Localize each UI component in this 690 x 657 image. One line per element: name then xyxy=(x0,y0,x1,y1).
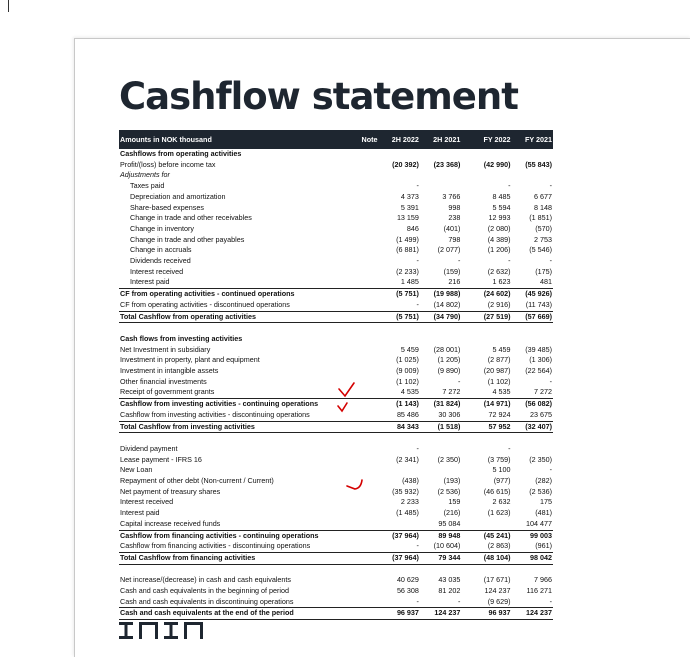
value-fy-2021: (5 546) xyxy=(529,245,552,255)
value-2h-2021 xyxy=(420,149,461,160)
table-row xyxy=(119,444,553,455)
table-row xyxy=(119,213,553,224)
value-2h-2021 xyxy=(420,181,461,192)
value-2h-2021 xyxy=(420,564,461,575)
table-row xyxy=(119,160,553,171)
value-2h-2022: 846 xyxy=(406,223,419,233)
table-row xyxy=(119,508,553,519)
header-2h-2022: 2H 2022 xyxy=(379,130,420,149)
value-2h-2021 xyxy=(420,433,461,444)
table-row xyxy=(119,245,553,256)
value-fy-2021: (1 306) xyxy=(529,355,552,365)
row-label: Profit/(loss) before income tax xyxy=(120,159,216,169)
value-fy-2021: 175 xyxy=(540,497,552,507)
value-fy-2021 xyxy=(511,323,553,334)
value-fy-2022: (24 602) xyxy=(470,289,511,300)
value-fy-2022: (3 759) xyxy=(487,454,511,464)
value-2h-2022: - xyxy=(416,181,419,191)
value-2h-2021 xyxy=(420,334,461,345)
value-fy-2021: (175) xyxy=(535,266,552,276)
row-label: Cash flows from investing activities xyxy=(120,333,243,343)
value-fy-2021: (282) xyxy=(535,476,552,486)
table-row xyxy=(119,366,553,377)
value-2h-2022 xyxy=(379,323,420,334)
row-label: Cashflow from financing activities - discontinuing operations xyxy=(120,541,311,551)
value-fy-2022: (14 971) xyxy=(470,399,511,410)
value-fy-2021: 6 677 xyxy=(534,191,552,201)
row-label: Total Cashflow from operating activities xyxy=(119,311,357,323)
value-fy-2022 xyxy=(470,323,511,334)
table-row xyxy=(119,586,553,597)
value-2h-2021: 95 084 xyxy=(438,518,461,528)
row-label: Capital increase received funds xyxy=(120,518,221,528)
value-2h-2022: (37 964) xyxy=(379,552,420,564)
value-fy-2022: 1 623 xyxy=(492,277,511,287)
value-2h-2021: (28 001) xyxy=(433,344,461,354)
table-row xyxy=(119,377,553,388)
value-2h-2021: (19 988) xyxy=(420,289,461,300)
value-fy-2021: (22 564) xyxy=(525,366,552,376)
row-label: Interest received xyxy=(130,266,184,276)
value-fy-2021: (57 669) xyxy=(511,311,553,323)
value-fy-2021: (39 485) xyxy=(525,344,552,354)
inin-logo xyxy=(119,621,215,641)
table-row xyxy=(119,256,553,267)
value-fy-2022: (2 080) xyxy=(487,223,511,233)
table-row xyxy=(119,552,553,564)
table-row xyxy=(119,181,553,192)
row-label xyxy=(119,564,357,575)
value-fy-2021: 116 271 xyxy=(526,586,552,596)
value-fy-2021: (2 536) xyxy=(529,486,552,496)
value-fy-2021: - xyxy=(549,256,552,266)
value-2h-2022: - xyxy=(416,299,419,309)
table-row xyxy=(119,421,553,433)
value-2h-2022 xyxy=(379,564,420,575)
value-fy-2021: 124 237 xyxy=(511,608,553,620)
row-label: Adjustments for xyxy=(120,170,170,180)
value-fy-2021 xyxy=(511,444,553,455)
table-row xyxy=(119,224,553,235)
value-2h-2021: 79 344 xyxy=(420,552,461,564)
row-label: Dividends received xyxy=(130,256,191,266)
value-2h-2022: (1 143) xyxy=(379,399,420,410)
value-2h-2022: 2 233 xyxy=(400,497,419,507)
value-fy-2022: 124 237 xyxy=(484,586,511,596)
value-fy-2022: 72 924 xyxy=(488,409,511,419)
header-fy-2022: FY 2022 xyxy=(470,130,511,149)
edge-line xyxy=(8,0,9,12)
value-2h-2022: (438) xyxy=(402,476,419,486)
value-2h-2022: 5 391 xyxy=(400,202,419,212)
value-fy-2022: (1 623) xyxy=(487,508,511,518)
row-label: Investment in intangible assets xyxy=(120,366,219,376)
value-2h-2021: (1 518) xyxy=(420,421,461,433)
row-label: Cashflow from financing activities - continuing operations xyxy=(119,530,357,541)
document-page xyxy=(74,38,690,657)
value-fy-2022: (977) xyxy=(493,476,511,486)
value-fy-2021: (32 407) xyxy=(511,421,553,433)
value-2h-2022: (1 102) xyxy=(396,376,419,386)
row-label: Dividend payment xyxy=(120,443,178,453)
value-fy-2021: (570) xyxy=(535,223,552,233)
value-fy-2022: (45 241) xyxy=(470,530,511,541)
value-2h-2021: 89 948 xyxy=(420,530,461,541)
value-2h-2021: 43 035 xyxy=(438,575,461,585)
value-fy-2021: 2 753 xyxy=(534,234,552,244)
value-2h-2021: (2 077) xyxy=(437,245,461,255)
value-fy-2022: - xyxy=(508,443,511,453)
row-label: Change in trade and other payables xyxy=(130,234,245,244)
value-fy-2021: 481 xyxy=(540,277,552,287)
value-2h-2021: (9 890) xyxy=(437,366,461,376)
value-2h-2021: (1 205) xyxy=(437,355,461,365)
value-fy-2022: 96 937 xyxy=(470,608,511,620)
value-2h-2021: - xyxy=(457,256,461,266)
cashflow-table xyxy=(119,130,553,620)
value-fy-2021: 23 675 xyxy=(530,409,552,419)
value-2h-2022 xyxy=(379,334,420,345)
table-header-row xyxy=(119,130,553,149)
value-fy-2022: (27 519) xyxy=(470,311,511,323)
table-row xyxy=(119,410,553,421)
table-row xyxy=(119,455,553,466)
table-row xyxy=(119,530,553,541)
value-2h-2021: 30 306 xyxy=(438,409,461,419)
value-2h-2021: (23 368) xyxy=(433,159,461,169)
value-2h-2021: - xyxy=(457,596,461,606)
value-fy-2021 xyxy=(511,334,553,345)
value-2h-2022: (1 485) xyxy=(396,508,419,518)
value-fy-2021: 98 042 xyxy=(511,552,553,564)
value-fy-2022: (2 863) xyxy=(487,541,511,551)
table-row xyxy=(119,519,553,530)
header-fy-2021: FY 2021 xyxy=(511,130,553,149)
value-fy-2022: 2 632 xyxy=(492,497,511,507)
row-label: Interest paid xyxy=(130,277,170,287)
value-2h-2022: (5 751) xyxy=(379,311,420,323)
row-label: Taxes paid xyxy=(130,181,165,191)
row-label: Change in accruals xyxy=(130,245,192,255)
value-fy-2021: (56 082) xyxy=(511,399,553,410)
value-2h-2021: (31 824) xyxy=(420,399,461,410)
value-2h-2022: (6 881) xyxy=(396,245,419,255)
row-label: Interest paid xyxy=(120,508,160,518)
value-2h-2021: (159) xyxy=(443,266,461,276)
value-fy-2022: (42 990) xyxy=(483,159,511,169)
row-label: Net Investment in subsidiary xyxy=(120,344,211,354)
row-label: New Loan xyxy=(120,465,153,475)
value-2h-2021 xyxy=(420,465,461,476)
row-label: Lease payment - IFRS 16 xyxy=(120,454,202,464)
table-row xyxy=(119,487,553,498)
value-2h-2022: 56 308 xyxy=(396,586,419,596)
value-fy-2022 xyxy=(470,564,511,575)
value-fy-2022: (2 877) xyxy=(487,355,511,365)
value-2h-2021 xyxy=(420,444,461,455)
row-label: Total Cashflow from financing activities xyxy=(119,552,357,564)
spacer-row xyxy=(119,564,553,575)
value-fy-2021 xyxy=(511,170,553,181)
table-row xyxy=(119,311,553,323)
value-fy-2021: - xyxy=(549,465,552,475)
value-2h-2022: (37 964) xyxy=(379,530,420,541)
value-fy-2021: 7 272 xyxy=(534,387,552,397)
value-fy-2021: 104 477 xyxy=(526,518,552,528)
value-2h-2022: 13 159 xyxy=(396,213,419,223)
value-2h-2021: 798 xyxy=(448,234,461,244)
table-row xyxy=(119,541,553,552)
table-row xyxy=(119,267,553,278)
value-2h-2022: (2 341) xyxy=(396,454,419,464)
header-label: Amounts in NOK thousand xyxy=(119,130,357,149)
value-2h-2022: 96 937 xyxy=(379,608,420,620)
spacer-row xyxy=(119,433,553,444)
row-label: Repayment of other debt (Non-current / Current) xyxy=(120,476,274,486)
value-2h-2021: 159 xyxy=(448,497,461,507)
row-label: Share-based expenses xyxy=(130,202,204,212)
table-row xyxy=(119,149,553,160)
value-fy-2022: 5 459 xyxy=(492,344,511,354)
header-2h-2021: 2H 2021 xyxy=(420,130,461,149)
value-2h-2022: 40 629 xyxy=(396,575,419,585)
value-fy-2022: 8 485 xyxy=(492,191,511,201)
row-label: CF from operating activities - discontinued operations xyxy=(120,299,290,309)
value-2h-2022 xyxy=(379,519,420,530)
row-label: Cashflow from investing activities - continuing operations xyxy=(119,399,357,410)
table-row xyxy=(119,575,553,586)
row-label: Cashflows from operating activities xyxy=(120,149,242,158)
value-fy-2022: 57 952 xyxy=(470,421,511,433)
value-2h-2022: 1 485 xyxy=(400,277,419,287)
value-2h-2022 xyxy=(379,465,420,476)
value-fy-2022: (2 916) xyxy=(487,299,511,309)
value-fy-2021: (481) xyxy=(535,508,552,518)
value-2h-2022: 5 459 xyxy=(400,344,419,354)
value-2h-2022: (2 233) xyxy=(396,266,419,276)
row-label xyxy=(119,323,357,334)
table-row xyxy=(119,465,553,476)
table-row xyxy=(119,203,553,214)
value-fy-2022: (48 104) xyxy=(470,552,511,564)
value-fy-2021: - xyxy=(549,596,552,606)
value-2h-2022: - xyxy=(416,256,419,266)
value-2h-2022: - xyxy=(416,541,419,551)
value-fy-2022 xyxy=(470,433,511,444)
row-label: Change in trade and other receivables xyxy=(130,213,252,223)
page-title: Cashflow statement xyxy=(119,75,518,118)
row-label: Cash and cash equivalents in discontinuing operations xyxy=(120,596,294,606)
value-2h-2022: - xyxy=(416,596,419,606)
value-2h-2022 xyxy=(379,170,420,181)
value-2h-2022: 85 486 xyxy=(396,409,419,419)
value-2h-2021: 216 xyxy=(448,277,461,287)
table-row xyxy=(119,355,553,366)
value-2h-2022: (1 025) xyxy=(396,355,419,365)
value-fy-2022: 4 535 xyxy=(492,387,511,397)
value-2h-2021: (10 604) xyxy=(433,541,461,551)
value-fy-2021 xyxy=(511,564,553,575)
value-fy-2022: (2 632) xyxy=(487,266,511,276)
value-fy-2022: 5 100 xyxy=(492,465,511,475)
value-fy-2021: (1 851) xyxy=(529,213,552,223)
table-row xyxy=(119,170,553,181)
value-fy-2022: - xyxy=(508,181,511,191)
value-fy-2022: 12 993 xyxy=(488,213,511,223)
value-fy-2021: (961) xyxy=(535,541,552,551)
value-2h-2022: (9 009) xyxy=(396,366,419,376)
value-2h-2021 xyxy=(420,170,461,181)
row-label: Change in inventory xyxy=(130,223,194,233)
value-fy-2021: 99 003 xyxy=(511,530,553,541)
value-2h-2021: 998 xyxy=(448,202,461,212)
row-label: Cash and cash equivalents at the end of the period xyxy=(119,608,357,620)
value-2h-2021: (2 350) xyxy=(437,454,461,464)
row-label: Net increase/(decrease) in cash and cash equivalents xyxy=(120,575,291,585)
value-2h-2022: 4 373 xyxy=(400,191,419,201)
value-2h-2021: 3 766 xyxy=(442,191,461,201)
value-2h-2022: (35 932) xyxy=(392,486,419,496)
table-row xyxy=(119,345,553,356)
table-row xyxy=(119,300,553,311)
row-label: Net payment of treasury shares xyxy=(120,486,221,496)
value-2h-2021: - xyxy=(457,376,461,386)
value-2h-2022: (20 392) xyxy=(392,159,419,169)
value-2h-2021: 238 xyxy=(448,213,461,223)
value-fy-2022 xyxy=(470,519,511,530)
value-2h-2021: (14 802) xyxy=(433,299,461,309)
table-row xyxy=(119,334,553,345)
value-2h-2022 xyxy=(379,149,420,160)
header-note: Note xyxy=(357,130,379,149)
value-2h-2021: 124 237 xyxy=(420,608,461,620)
value-fy-2022 xyxy=(470,149,511,160)
row-label: Cash and cash equivalents in the beginning of period xyxy=(120,586,290,596)
value-2h-2021: 7 272 xyxy=(442,387,461,397)
value-fy-2022: (4 389) xyxy=(487,234,511,244)
table-row xyxy=(119,235,553,246)
value-2h-2022: - xyxy=(416,443,419,453)
row-label: Interest received xyxy=(120,497,174,507)
value-fy-2021: - xyxy=(549,181,552,191)
row-label: Total Cashflow from investing activities xyxy=(119,421,357,433)
value-fy-2021 xyxy=(511,433,553,444)
value-fy-2021: - xyxy=(549,376,552,386)
row-label: Receipt of government grants xyxy=(120,387,215,397)
value-fy-2021: (55 843) xyxy=(525,159,552,169)
table-row xyxy=(119,289,553,300)
table-row xyxy=(119,277,553,288)
value-fy-2022: (17 671) xyxy=(483,575,511,585)
value-fy-2021 xyxy=(511,149,553,160)
table-row xyxy=(119,399,553,410)
value-2h-2022: (5 751) xyxy=(379,289,420,300)
value-2h-2021: 81 202 xyxy=(438,586,461,596)
value-2h-2022: 84 343 xyxy=(379,421,420,433)
value-fy-2021: (2 350) xyxy=(529,454,552,464)
value-fy-2022 xyxy=(470,334,511,345)
spacer-row xyxy=(119,323,553,334)
value-2h-2021: (2 536) xyxy=(437,486,461,496)
row-label: Investment in property, plant and equipment xyxy=(120,355,260,365)
value-2h-2021 xyxy=(420,323,461,334)
value-fy-2021: (45 926) xyxy=(511,289,553,300)
value-fy-2022: 5 594 xyxy=(492,202,511,212)
value-fy-2022: (1 102) xyxy=(487,376,511,386)
row-label: Depreciation and amortization xyxy=(130,191,226,201)
value-fy-2021: 8 148 xyxy=(534,202,552,212)
table-row xyxy=(119,597,553,608)
row-label: Other financial investments xyxy=(120,376,207,386)
value-2h-2022 xyxy=(379,433,420,444)
value-fy-2021: 7 966 xyxy=(534,575,552,585)
value-fy-2022 xyxy=(470,170,511,181)
row-label: CF from operating activities - continued operations xyxy=(119,289,357,300)
value-fy-2022: (9 629) xyxy=(487,596,511,606)
table-row xyxy=(119,497,553,508)
value-2h-2021: (401) xyxy=(443,223,461,233)
value-fy-2022: - xyxy=(508,256,511,266)
value-fy-2022: (20 987) xyxy=(483,366,511,376)
value-2h-2021: (193) xyxy=(443,476,461,486)
value-2h-2021: (216) xyxy=(443,508,461,518)
row-label: Cashflow from investing activities - discontinuing operations xyxy=(120,409,310,419)
value-fy-2021: (11 743) xyxy=(525,299,552,309)
table-row xyxy=(119,387,553,398)
table-row xyxy=(119,608,553,620)
table-row xyxy=(119,192,553,203)
value-2h-2022: 4 535 xyxy=(400,387,419,397)
row-label xyxy=(119,433,357,444)
value-2h-2021: (34 790) xyxy=(420,311,461,323)
value-2h-2022: (1 499) xyxy=(396,234,419,244)
value-fy-2022: (1 206) xyxy=(487,245,511,255)
value-fy-2022: (46 615) xyxy=(483,486,511,496)
table-row xyxy=(119,476,553,487)
